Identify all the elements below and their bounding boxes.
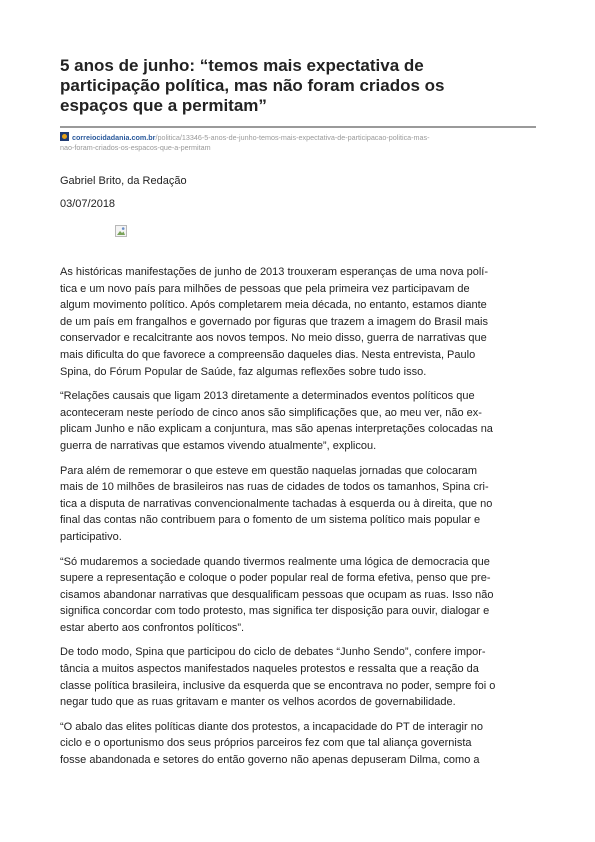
paragraph-line: As históricas manifestações de junho de 2013 trouxeram esperanças de uma nova polí- (60, 266, 489, 278)
paragraph-line: De todo modo, Spina que participou do ciclo de debates “Junho Sendo”, confere impor- (60, 646, 486, 659)
paragraph-line: final das contas não contribuem para o fomento de um sistema político mais popular e (60, 514, 481, 527)
paragraph-line: de um país em frangalhos e governado por figuras que trazem a imagem do Brasil mais (60, 315, 488, 328)
article-paragraph (60, 463, 536, 546)
paragraph-line: aconteceram neste período de cinco anos são simplificações que, ao meu ver, não ex- (60, 406, 482, 419)
article-body (60, 264, 536, 777)
paragraph-line: Spina, do Fórum Popular de Saúde, faz algumas reflexões sobre tudo isso. (60, 365, 427, 378)
paragraph-line: guerra de narrativas que estamos vivendo atualmente”, explicou. (60, 439, 377, 452)
source-domain-link[interactable]: correiocidadania.com.br (72, 133, 156, 142)
article-paragraph (60, 644, 536, 710)
paragraph-line: “O abalo das elites políticas diante dos protestos, a incapacidade do PT de interagir no (60, 720, 483, 733)
source-url[interactable] (60, 132, 536, 153)
source-path-link-continued[interactable]: nao-foram-criados-os-espacos-que-a-permitam (60, 143, 211, 152)
paragraph-line: participativo. (60, 530, 122, 543)
paragraph-line: cisamos abandonar narrativas que desqualificam pessoas que ocupam as ruas. Isso não (60, 588, 494, 601)
article-paragraph (60, 388, 536, 454)
title-line: 5 anos de junho: “temos mais expectativa de (60, 56, 424, 75)
source-path-link[interactable]: /politica/13346-5-anos-de-junho-temos-mais-expectativa-de-participacao-politica-mas- (155, 133, 430, 142)
article-paragraph (60, 554, 536, 637)
paragraph-line: Para além de rememorar o que esteve em questão naquelas jornadas que colocaram (60, 464, 478, 477)
paragraph-line: plicam Junho e não explicam a conjuntura, mas são apenas interpretações colocadas na (60, 423, 493, 436)
article-paragraph (60, 719, 536, 769)
paragraph-line: tica e um novo país para milhões de pessoas que pela primeira vez participavam de (60, 282, 470, 295)
paragraph-line: supere a representação e coloque o poder popular real de forma efetiva, penso que pre- (60, 572, 491, 585)
paragraph-line: tica a disputa de narrativas convencionalmente tachadas à esquerda ou à direita, que no (60, 497, 493, 510)
title-line: participação política, mas não foram criados os (60, 76, 445, 95)
article-byline: Gabriel Brito, da Redação (60, 175, 187, 187)
paragraph-line: “Relações causais que ligam 2013 diretamente a determinados eventos políticos que (60, 390, 475, 403)
paragraph-line: mais de 10 milhões de brasileiros nas ruas de cidades de todos os tamanhos, Spina cri- (60, 481, 489, 494)
paragraph-line: ciclo e o oportunismo dos seus próprios parceiros fez com que tal aliança governista (60, 737, 472, 750)
title-divider (60, 126, 536, 128)
paragraph-line: fosse abandonada e setores do então governo não apenas depuseram Dilma, como a (60, 754, 480, 767)
article-date: 03/07/2018 (60, 198, 116, 210)
broken-image-icon (115, 225, 127, 237)
article-title (60, 56, 540, 116)
paragraph-line: negar tudo que as ruas gritavam e manter os velhos acordos de governabilidade. (60, 696, 456, 709)
paragraph-line: algum movimento político. Após completarem meia década, no entanto, estamos diante (60, 299, 487, 312)
paragraph-line: mais dificulta do que favorece a compreensão daqueles dias. Nesta entrevista, Paulo (60, 348, 476, 361)
paragraph-line: estar aberto aos confrontos políticos”. (60, 621, 245, 634)
site-favicon-icon (60, 132, 69, 141)
article-paragraph (60, 264, 536, 380)
paragraph-line: “Só mudaremos a sociedade quando tivermos realmente uma lógica de democracia que (60, 555, 490, 568)
paragraph-line: conservador e recalcitrante aos novos tempos. No meio disso, guerra de narrativas que (60, 332, 487, 345)
paragraph-line: tância a muitos aspectos manifestados naqueles protestos e ressalta que a reação da (60, 663, 479, 676)
paragraph-line: classe política brasileira, inclusive da esquerda que se encontrava no poder, sempre foi o (60, 679, 496, 692)
title-line: espaços que a permitam” (60, 96, 267, 115)
paragraph-line: significa concordar com todo protesto, mas significa ter disposição para ouvir, dialogar e (60, 605, 490, 618)
